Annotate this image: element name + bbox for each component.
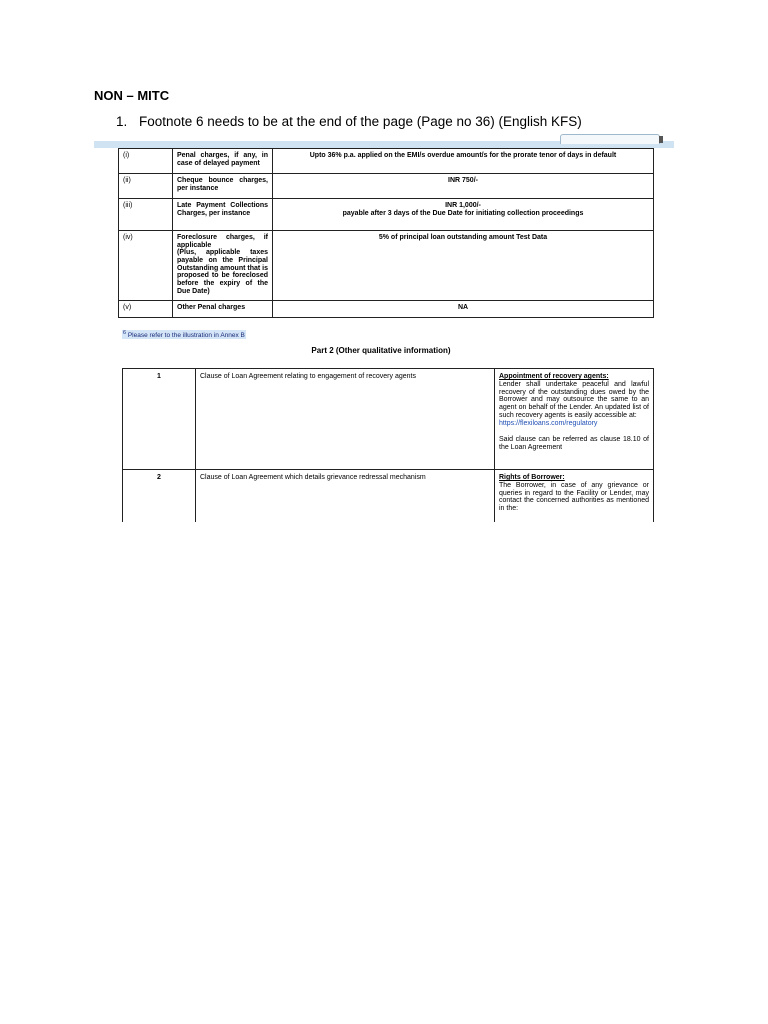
- footnote-marker: 6: [123, 330, 127, 336]
- screenshot-tab-edge: [659, 136, 663, 143]
- table-row: [119, 149, 654, 174]
- table-row: [119, 174, 654, 199]
- row-value: Upto 36% p.a. applied on the EMI/s overdue amount/s for the prorate tenor of days in default: [273, 149, 654, 174]
- row-id: (iv): [119, 231, 173, 301]
- row-description: Clause of Loan Agreement relating to engagement of recovery agents: [196, 369, 495, 470]
- row-id: (i): [119, 149, 173, 174]
- row-value-note: payable after 3 days of the Due Date for initiating collection proceedings: [342, 209, 584, 217]
- row-value: INR 750/-: [273, 174, 654, 199]
- row-description: Clause of Loan Agreement which details grievance redressal mechanism: [196, 470, 495, 522]
- row-label-main: Foreclosure charges, if applicable: [177, 234, 268, 249]
- screenshot-tab: [560, 134, 660, 144]
- footnote: [122, 330, 246, 339]
- row-detail-body: The Borrower, in case of any grievance or queries in regard to the Facility or Lender, may contact the concerned authorities as mentioned in the:: [499, 481, 649, 513]
- list-item-footnote-issue: [116, 114, 582, 129]
- row-label: Late Payment Collections Charges, per instance: [173, 199, 273, 231]
- row-id: (iii): [119, 199, 173, 231]
- table-row: [119, 199, 654, 231]
- table-row: [119, 231, 654, 301]
- row-detail-title: Rights of Borrower:: [499, 474, 565, 481]
- row-label: Cheque bounce charges, per instance: [173, 174, 273, 199]
- footnote-text: Please refer to the illustration in Annex B: [127, 332, 245, 340]
- row-value: 5% of principal loan outstanding amount Test Data: [273, 231, 654, 301]
- row-detail: [495, 470, 654, 522]
- row-label: [173, 231, 273, 301]
- row-detail-body: Lender shall undertake peaceful and lawful recovery of the outstanding dues owed by the Borrower and may outsource the same to an agent on behalf of the Lender. An updated list of such recovery agents is easily accessible at:: [499, 380, 649, 420]
- regulatory-link[interactable]: https://flexiloans.com/regulatory: [499, 419, 598, 427]
- list-item-number: 1.: [116, 114, 128, 129]
- table-row: [123, 369, 654, 470]
- table-row: [119, 301, 654, 318]
- table-row: [123, 470, 654, 522]
- row-detail-title: Appointment of recovery agents:: [499, 373, 609, 380]
- row-number: 2: [123, 470, 196, 522]
- row-value: [273, 199, 654, 231]
- list-item-text: Footnote 6 needs to be at the end of the page (Page no 36) (English KFS): [139, 114, 582, 129]
- row-label-note: (Plus, applicable taxes payable on the Principal Outstanding amount that is proposed to be foreclosed before the expiry of the Due Date): [177, 249, 268, 295]
- row-detail: [495, 369, 654, 470]
- row-number: 1: [123, 369, 196, 470]
- charges-table: [118, 148, 654, 318]
- section-heading: NON – MITC: [94, 88, 170, 103]
- row-id: (v): [119, 301, 173, 318]
- row-id: (ii): [119, 174, 173, 199]
- qualitative-info-table: [122, 368, 654, 522]
- row-label: Other Penal charges: [173, 301, 273, 318]
- row-detail-note: Said clause can be referred as clause 18.10 of the Loan Agreement: [499, 435, 649, 451]
- row-value-amount: INR 1,000/-: [445, 202, 481, 209]
- part2-title: Part 2 (Other qualitative information): [311, 346, 451, 355]
- row-value: NA: [273, 301, 654, 318]
- row-label: Penal charges, if any, in case of delayed payment: [173, 149, 273, 174]
